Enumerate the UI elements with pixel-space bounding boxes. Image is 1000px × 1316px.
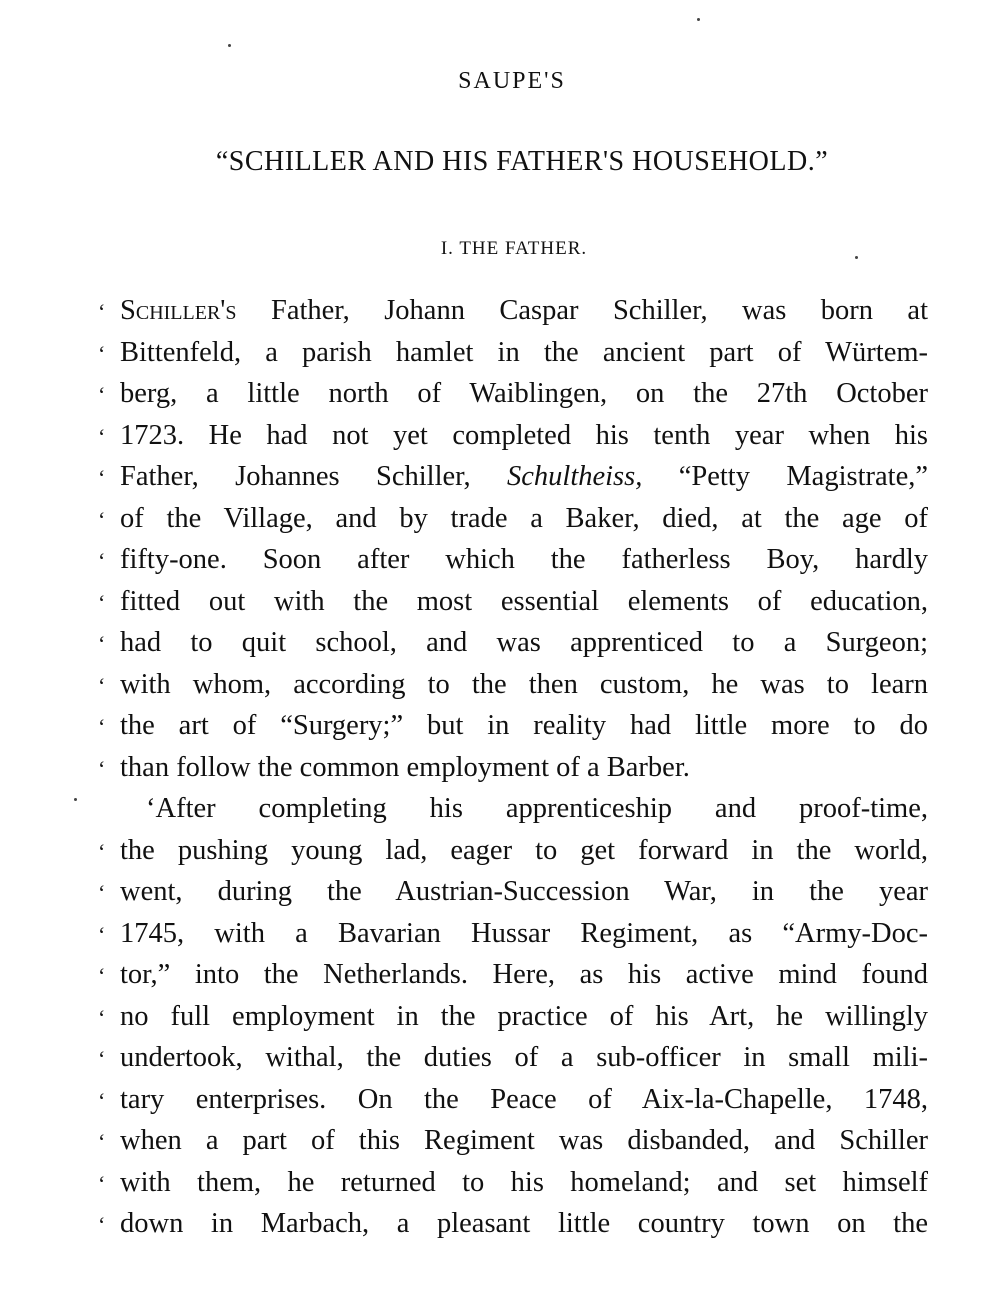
text-line bbox=[98, 373, 928, 415]
line-text: Bittenfeld, a parish hamlet in the ancient part of Würtem- bbox=[120, 336, 928, 368]
quote-mark: ‘ bbox=[98, 1087, 106, 1113]
quote-mark: ‘ bbox=[98, 1129, 106, 1154]
line-text bbox=[120, 456, 928, 498]
quote-mark: ‘ bbox=[98, 880, 106, 905]
running-head: SAUPE'S bbox=[458, 68, 566, 94]
line-text-rest: After completing his apprenticeship and proof-time, bbox=[155, 793, 928, 824]
quote-mark: ‘ bbox=[98, 465, 106, 490]
print-speck bbox=[74, 798, 77, 801]
text-line bbox=[98, 539, 928, 581]
text-line bbox=[98, 747, 928, 789]
quote-mark: ‘ bbox=[98, 631, 106, 656]
line-text: 1745, with a Bavarian Hussar Regiment, as “Army-Doc- bbox=[120, 917, 928, 949]
line-text: down in Marbach, a pleasant little country town on the bbox=[120, 1208, 928, 1239]
text-line bbox=[98, 954, 928, 996]
quote-mark: ‘ bbox=[98, 506, 106, 532]
line-text: the pushing young lad, eager to get forward in the world, bbox=[120, 834, 928, 866]
line-text: tor,” into the Netherlands. Here, as his active mind found bbox=[120, 959, 928, 990]
line-text: no full employment in the practice of his Art, he willingly bbox=[120, 1000, 928, 1032]
quote-mark: ‘ bbox=[98, 340, 106, 366]
line-text bbox=[120, 290, 928, 332]
text-line bbox=[98, 913, 928, 955]
quote-mark: ‘ bbox=[98, 963, 106, 988]
quote-mark: ‘ bbox=[98, 921, 106, 947]
quote-mark: ‘ bbox=[98, 838, 106, 864]
line-text: the art of “Surgery;” but in reality had little more to do bbox=[120, 710, 928, 741]
quote-mark: ‘ bbox=[98, 589, 106, 615]
print-speck bbox=[697, 18, 700, 21]
text-line bbox=[98, 581, 928, 623]
text-line bbox=[98, 1120, 928, 1162]
line-text: with them, he returned to his homeland; and set himself bbox=[120, 1166, 928, 1198]
text-line bbox=[98, 332, 928, 374]
quote-mark: ‘ bbox=[98, 1212, 106, 1237]
text-line bbox=[98, 622, 928, 664]
text-line bbox=[98, 415, 928, 457]
line-text: of the Village, and by trade a Baker, died, at the age of bbox=[120, 502, 928, 534]
quote-mark: ‘ bbox=[98, 423, 106, 449]
line-text bbox=[98, 788, 928, 830]
line-text: fitted out with the most essential elements of education, bbox=[120, 585, 928, 617]
quote-mark: ‘ bbox=[98, 755, 106, 781]
text-line bbox=[98, 498, 928, 540]
line-text: tary enterprises. On the Peace of Aix-la-Chapelle, 1748, bbox=[120, 1083, 928, 1115]
line-text: went, during the Austrian-Succession War, in the year bbox=[120, 876, 928, 907]
section-heading: I. THE FATHER. bbox=[440, 238, 588, 259]
line-text: 1723. He had not yet completed his tenth year when his bbox=[120, 419, 928, 451]
quote-mark: ‘ bbox=[146, 793, 156, 824]
body-text bbox=[98, 290, 928, 1245]
line-text: with whom, according to the then custom, he was to learn bbox=[120, 668, 928, 700]
text-line bbox=[98, 871, 928, 913]
line-text-rest: Father, Johann Caspar Schiller, was born at bbox=[236, 295, 928, 326]
quote-mark: ‘ bbox=[98, 672, 106, 698]
line-text: berg, a little north of Waiblingen, on the 27th October bbox=[120, 378, 928, 409]
text-line bbox=[98, 456, 928, 498]
line-text: than follow the common employment of a Barber. bbox=[120, 751, 690, 783]
chapter-title: “SCHILLER AND HIS FATHER'S HOUSEHOLD.” bbox=[215, 146, 829, 177]
text-line bbox=[98, 290, 928, 332]
print-speck bbox=[228, 44, 231, 47]
quote-mark: ‘ bbox=[98, 714, 106, 739]
text-line bbox=[98, 705, 928, 747]
text-line bbox=[98, 1079, 928, 1121]
text-line bbox=[98, 1203, 928, 1245]
text-line bbox=[98, 830, 928, 872]
text-line bbox=[98, 1037, 928, 1079]
text-line bbox=[98, 1162, 928, 1204]
italic-term: Schultheiss, bbox=[507, 461, 643, 492]
line-text: undertook, withal, the duties of a sub-officer in small mili- bbox=[120, 1042, 928, 1073]
line-text: fifty-one. Soon after which the fatherless Boy, hardly bbox=[120, 544, 928, 575]
text-line bbox=[98, 788, 928, 830]
quote-mark: ‘ bbox=[98, 1046, 106, 1071]
line-text: when a part of this Regiment was disbanded, and Schiller bbox=[120, 1125, 928, 1156]
quote-mark: ‘ bbox=[98, 1004, 106, 1030]
quote-mark: ‘ bbox=[98, 1170, 106, 1196]
quote-mark: ‘ bbox=[98, 548, 106, 573]
small-caps-name: Schiller's bbox=[120, 295, 237, 326]
text-line bbox=[98, 996, 928, 1038]
line-text: had to quit school, and was apprenticed to a Surgeon; bbox=[120, 627, 928, 658]
quote-mark: ‘ bbox=[98, 382, 106, 407]
quote-mark: ‘ bbox=[98, 299, 106, 324]
line-text-post: “Petty Magistrate,” bbox=[642, 461, 928, 492]
text-line bbox=[98, 664, 928, 706]
line-text-pre: Father, Johannes Schiller, bbox=[120, 461, 507, 492]
